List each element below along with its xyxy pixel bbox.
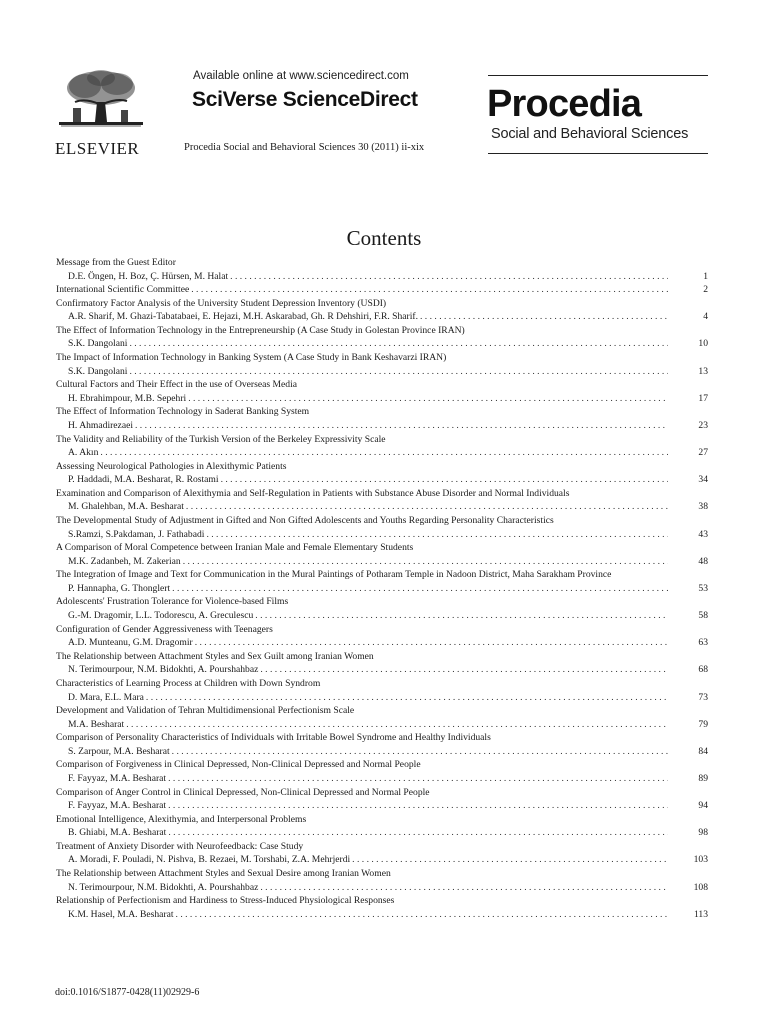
toc-entry: [56, 324, 708, 351]
dot-leader: [204, 528, 668, 542]
toc-entry: [56, 378, 708, 405]
toc-entry: [56, 297, 708, 324]
toc-entry-authors: S.Ramzi, S.Pakdaman, J. Fathabadi: [68, 528, 205, 540]
toc-entry-authors: S. Zarpour, M.A. Besharat: [68, 745, 170, 757]
journal-title: Procedia: [487, 83, 642, 125]
elsevier-tree-logo: [55, 68, 147, 132]
journal-top-rule: [488, 75, 708, 76]
dot-leader: [127, 365, 668, 379]
available-online-text: Available online at www.sciencedirect.com: [193, 70, 409, 82]
toc-entry-title: Emotional Intelligence, Alexithymia, and Interpersonal Problems: [56, 813, 307, 825]
toc-entry-authors: S.K. Dangolani: [68, 365, 128, 377]
toc-entry-title: Configuration of Gender Aggressiveness with Teenagers: [56, 623, 273, 635]
toc-entry-title: Examination and Comparison of Alexithymia and Self-Regulation in Patients with Substance Abuse Disorder and Normal Individuals: [56, 487, 570, 499]
toc-entry-page: 23: [698, 419, 708, 431]
dot-leader: [170, 745, 668, 759]
toc-entry: [56, 405, 708, 432]
toc-entry-line: [56, 365, 708, 379]
toc-entry-line: [56, 555, 708, 569]
toc-entry: [56, 460, 708, 487]
contents-heading: Contents: [346, 226, 422, 250]
dot-leader: [174, 908, 668, 922]
toc-entry-authors: F. Fayyaz, M.A. Besharat: [68, 772, 167, 784]
toc-entry-line: [56, 799, 708, 813]
toc-entry-title: Relationship of Perfectionism and Hardiness to Stress-Induced Physiological Responses: [56, 895, 395, 907]
toc-entry-page: 13: [698, 365, 708, 377]
dot-leader: [186, 392, 668, 406]
toc-entry-title: Comparison of Personality Characteristics of Individuals with Irritable Bowel Syndrome and Healthy Individuals: [56, 732, 491, 744]
dot-leader: [418, 310, 668, 324]
toc-entry-line: [56, 582, 708, 596]
publisher-name: ELSEVIER: [55, 139, 140, 158]
toc-entry-authors: F. Fayyaz, M.A. Besharat: [68, 800, 167, 812]
journal-reference: Procedia Social and Behavioral Sciences 30 (2011) ii-xix: [184, 142, 425, 153]
toc-entry-title: The Relationship between Attachment Styles and Sexual Desire among Iranian Women: [56, 868, 391, 880]
toc-entry-line: [56, 473, 708, 487]
dot-leader: [144, 691, 668, 705]
toc-entry-title: A Comparison of Moral Competence between Iranian Male and Female Elementary Students: [56, 542, 414, 554]
toc-entry-title: The Effect of Information Technology in Saderat Banking System: [56, 406, 310, 418]
toc-entry-authors: S.K. Dangolani: [68, 338, 128, 350]
toc-entry: [56, 867, 708, 894]
toc-entry-title: The Validity and Reliability of the Turkish Version of the Berkeley Expressivity Scale: [56, 433, 386, 445]
toc-entry: [56, 731, 708, 758]
toc-entry-title: Comparison of Anger Control in Clinical Depressed, Non-Clinical Depressed and Normal People: [56, 786, 430, 798]
toc-entry-page: 1: [703, 270, 708, 282]
toc-entry: [56, 568, 708, 595]
toc-entry-authors: A. Moradi, F. Pouladi, N. Pishva, B. Rezaei, M. Torshabi, Z.A. Mehrjerdi: [68, 854, 351, 866]
toc-entry-title: Assessing Neurological Pathologies in Alexithymic Patients: [56, 460, 287, 472]
toc-entry-page: 38: [698, 501, 708, 513]
toc-entry-title: The Effect of Information Technology in the Entrepreneurship (A Case Study in Golestan Province IRAN): [56, 324, 465, 336]
toc-entry-page: 63: [698, 637, 708, 649]
toc-entry: [56, 595, 708, 622]
toc-entry-line: [56, 772, 708, 786]
toc-entry: [56, 351, 708, 378]
toc-entry-page: 68: [698, 664, 708, 676]
toc-entry-line: [56, 419, 708, 433]
toc-entry-authors: M.A. Besharat: [68, 718, 125, 730]
dot-leader: [350, 853, 668, 867]
platform-name: SciVerse ScienceDirect: [192, 88, 418, 111]
dot-leader: [124, 718, 668, 732]
toc-entry-title: Message from the Guest Editor: [56, 257, 176, 268]
toc-entry-line: [56, 337, 708, 351]
dot-leader: [181, 555, 668, 569]
toc-entry-page: 94: [698, 800, 708, 812]
toc-entry-authors: D.E. Öngen, H. Boz, Ç. Hürsen, M. Halat: [68, 270, 229, 282]
toc-entry-line: [56, 528, 708, 542]
toc-entry-page: 58: [698, 610, 708, 622]
toc-entry-line: [56, 881, 708, 895]
journal-subtitle: Social and Behavioral Sciences: [491, 126, 689, 142]
toc-entry-title: The Developmental Study of Adjustment in Gifted and Non Gifted Adolescents and Youths Regarding Personality Characteristics: [56, 514, 554, 526]
toc-entry-page: 17: [698, 392, 708, 404]
dot-leader: [228, 270, 668, 284]
toc-entry-page: 84: [698, 745, 708, 757]
dot-leader: [127, 337, 668, 351]
toc-entry-authors: A.D. Munteanu, G.M. Dragomir: [68, 637, 193, 649]
toc-entry: [56, 813, 708, 840]
dot-leader: [219, 473, 668, 487]
toc-entry-line: [56, 853, 708, 867]
toc-entry-authors: B. Ghiabi, M.A. Besharat: [68, 827, 167, 839]
toc-entry-page: 4: [703, 311, 708, 323]
toc-entry: [56, 433, 708, 460]
toc-entry-page: 73: [698, 691, 708, 703]
dot-leader: [166, 799, 668, 813]
toc-entry-authors: N. Terimourpour, N.M. Bidokhti, A. Pourshahbaz: [68, 664, 259, 676]
toc-entry-page: 34: [698, 474, 708, 486]
toc-entry-title: Comparison of Forgiveness in Clinical Depressed, Non-Clinical Depressed and Normal People: [56, 759, 421, 771]
dot-leader: [258, 663, 668, 677]
toc-entry-title: Adolescents' Frustration Tolerance for Violence-based Films: [56, 596, 289, 608]
toc-entry-authors: P. Hannapha, G. Thonglert: [68, 582, 171, 594]
dot-leader: [133, 419, 668, 433]
dot-leader: [98, 446, 668, 460]
dot-leader: [189, 283, 668, 297]
dot-leader: [166, 772, 668, 786]
toc-entry: [56, 256, 708, 283]
toc-entry-line: [56, 270, 708, 284]
toc-entry-page: 48: [698, 555, 708, 567]
toc-entry-line: [56, 500, 708, 514]
toc-entry: [56, 487, 708, 514]
toc-entry-authors: H. Ahmadirezaei: [68, 419, 133, 431]
toc-entry-authors: A. Akın: [68, 447, 99, 459]
toc-entry-line: [56, 691, 708, 705]
toc-entry-page: 10: [698, 338, 708, 350]
dot-leader: [184, 500, 668, 514]
toc-entry: [56, 677, 708, 704]
dot-leader: [258, 881, 668, 895]
journal-bottom-rule: [488, 153, 708, 154]
toc-entry-title: Treatment of Anxiety Disorder with Neurofeedback: Case Study: [56, 840, 304, 852]
toc-entry-page: 89: [698, 772, 708, 784]
toc-entry-line: [56, 826, 708, 840]
toc-entry-title: The Relationship between Attachment Styles and Sex Guilt among Iranian Women: [56, 650, 374, 662]
toc-entry-authors: K.M. Hasel, M.A. Besharat: [68, 908, 174, 920]
toc-entry-page: 98: [698, 827, 708, 839]
toc-entry-page: 113: [693, 908, 708, 920]
doi-footer: doi:0.1016/S1877-0428(11)02929-6: [55, 987, 200, 998]
toc-entry-authors: H. Ebrahimpour, M.B. Sepehri: [68, 392, 187, 404]
toc-entry-title: Confirmatory Factor Analysis of the University Student Depression Inventory (USDI): [56, 297, 387, 309]
toc-entry-line: [56, 663, 708, 677]
toc-entry-line: [56, 609, 708, 623]
toc-entry-title: Cultural Factors and Their Effect in the use of Overseas Media: [56, 379, 298, 391]
toc-entry-title: Characteristics of Learning Process at Children with Down Syndrom: [56, 677, 321, 689]
toc-entry-page: 2: [703, 284, 708, 296]
toc-entry-title: The Integration of Image and Text for Communication in the Mural Paintings of Potharam Temple in Nadoon District, Maha Sarakham Province: [56, 569, 612, 581]
toc-entry-page: 79: [698, 718, 708, 730]
toc-entry: [56, 283, 708, 297]
toc-entry-page: 43: [698, 528, 708, 540]
toc-entry-line: [56, 310, 708, 324]
toc-entry-title: International Scientific Committee: [56, 284, 190, 296]
toc-entry-authors: M. Ghalehban, M.A. Besharat: [68, 501, 184, 513]
dot-leader: [166, 826, 668, 840]
toc-entry-page: 108: [693, 881, 708, 893]
toc-entry-line: [56, 908, 708, 922]
dot-leader: [170, 582, 668, 596]
toc-entry: [56, 840, 708, 867]
table-of-contents: [56, 256, 708, 921]
toc-entry-line: [56, 283, 708, 297]
toc-entry: [56, 786, 708, 813]
toc-entry: [56, 541, 708, 568]
dot-leader: [253, 609, 668, 623]
toc-entry: [56, 623, 708, 650]
toc-entry-line: [56, 446, 708, 460]
toc-entry: [56, 894, 708, 921]
toc-entry: [56, 650, 708, 677]
toc-entry-line: [56, 392, 708, 406]
dot-leader: [193, 636, 668, 650]
toc-entry-line: [56, 718, 708, 732]
toc-entry-title: The Impact of Information Technology in Banking System (A Case Study in Bank Keshavarzi IRAN): [56, 352, 447, 364]
toc-entry-page: 27: [698, 447, 708, 459]
toc-entry-line: [56, 745, 708, 759]
toc-entry-line: [56, 636, 708, 650]
toc-entry-page: 103: [693, 854, 708, 866]
toc-entry-authors: N. Terimourpour, N.M. Bidokhti, A. Pourshahbaz: [68, 881, 259, 893]
toc-entry-authors: P. Haddadi, M.A. Besharat, R. Rostami: [68, 474, 219, 486]
toc-entry: [56, 758, 708, 785]
toc-entry-authors: G.-M. Dragomir, L.L. Todorescu, A. Greculescu: [68, 610, 254, 622]
toc-entry-authors: D. Mara, E.L. Mara: [68, 691, 144, 703]
toc-entry-authors: A.R. Sharif, M. Ghazi-Tabatabaei, E. Hejazi, M.H. Askarabad, Gh. R Dehshiri, F.R. Sharif.: [68, 311, 418, 323]
toc-entry-title: Development and Validation of Tehran Multidimensional Perfectionism Scale: [56, 705, 355, 717]
toc-entry-authors: M.K. Zadanbeh, M. Zakerian: [68, 555, 181, 567]
toc-entry: [56, 514, 708, 541]
toc-entry: [56, 704, 708, 731]
toc-entry-page: 53: [698, 582, 708, 594]
